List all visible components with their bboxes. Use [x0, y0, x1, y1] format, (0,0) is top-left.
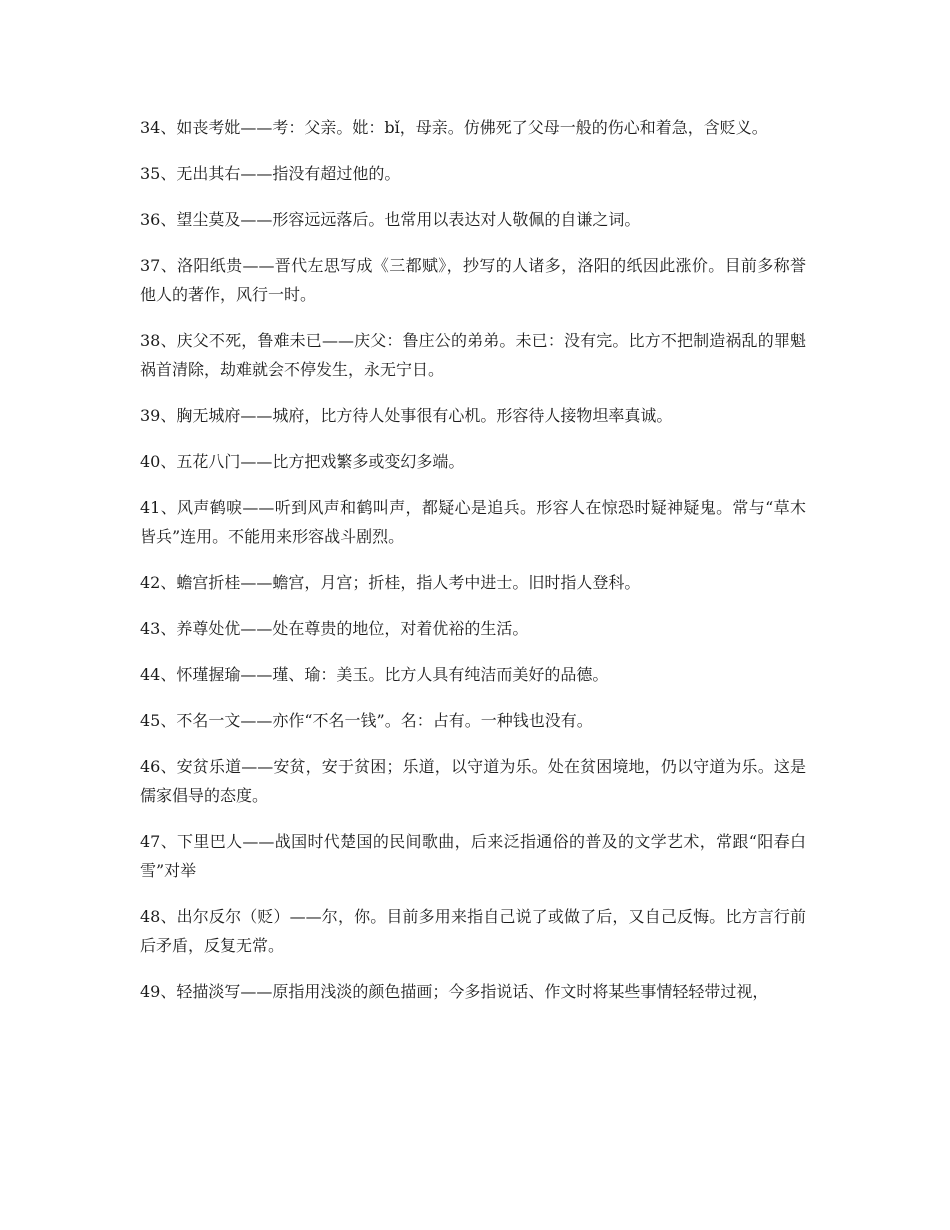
idiom-entry-46: 46、安贫乐道——安贫，安于贫困；乐道，以守道为乐。处在贫困境地，仍以守道为乐。这是儒家倡导的态度。: [140, 757, 806, 805]
idiom-entry-40: 40、五花八门——比方把戏繁多或变幻多端。: [140, 452, 465, 471]
idiom-entry-37: 37、洛阳纸贵——晋代左思写成《三都赋》，抄写的人诸多，洛阳的纸因此涨价。目前多称誉他人的著作，风行一时。: [140, 256, 806, 304]
idiom-entry-45: 45、不名一文——亦作“不名一钱”。名：占有。一种钱也没有。: [140, 711, 593, 730]
idiom-entry-48: 48、出尔反尔（贬）——尔，你。目前多用来指自己说了或做了后，又自己反悔。比方言行前后矛盾，反复无常。: [140, 907, 806, 955]
idiom-entry-41: 41、风声鹤唳——听到风声和鹤叫声，都疑心是追兵。形容人在惊恐时疑神疑鬼。常与“草木皆兵”连用。不能用来形容战斗剧烈。: [140, 498, 806, 546]
idiom-entry-42: 42、蟾宫折桂——蟾宫，月宫；折桂，指人考中进士。旧时指人登科。: [140, 573, 641, 592]
idiom-entry-49: 49、轻描淡写——原指用浅淡的颜色描画；今多指说话、作文时将某些事情轻轻带过视，: [140, 982, 769, 1001]
idiom-entry-38: 38、庆父不死，鲁难未已——庆父：鲁庄公的弟弟。未已：没有完。比方不把制造祸乱的罪魁祸首清除，劫难就会不停发生，永无宁日。: [140, 331, 806, 379]
idiom-list: [140, 113, 806, 1023]
idiom-entry-36: 36、望尘莫及——形容远远落后。也常用以表达对人敬佩的自谦之词。: [140, 210, 641, 229]
idiom-entry-47: 47、下里巴人——战国时代楚国的民间歌曲，后来泛指通俗的普及的文学艺术，常跟“阳春白雪”对举: [140, 832, 806, 880]
idiom-entry-35: 35、无出其右——指没有超过他的。: [140, 164, 401, 183]
idiom-entry-44: 44、怀瑾握瑜——瑾、瑜：美玉。比方人具有纯洁而美好的品德。: [140, 665, 609, 684]
idiom-entry-34: 34、如丧考妣——考：父亲。妣：bǐ，母亲。仿佛死了父母一般的伤心和着急，含贬义。: [140, 118, 768, 137]
idiom-entry-39: 39、胸无城府——城府，比方待人处事很有心机。形容待人接物坦率真诚。: [140, 406, 673, 425]
idiom-entry-43: 43、养尊处优——处在尊贵的地位，对着优裕的生活。: [140, 619, 529, 638]
